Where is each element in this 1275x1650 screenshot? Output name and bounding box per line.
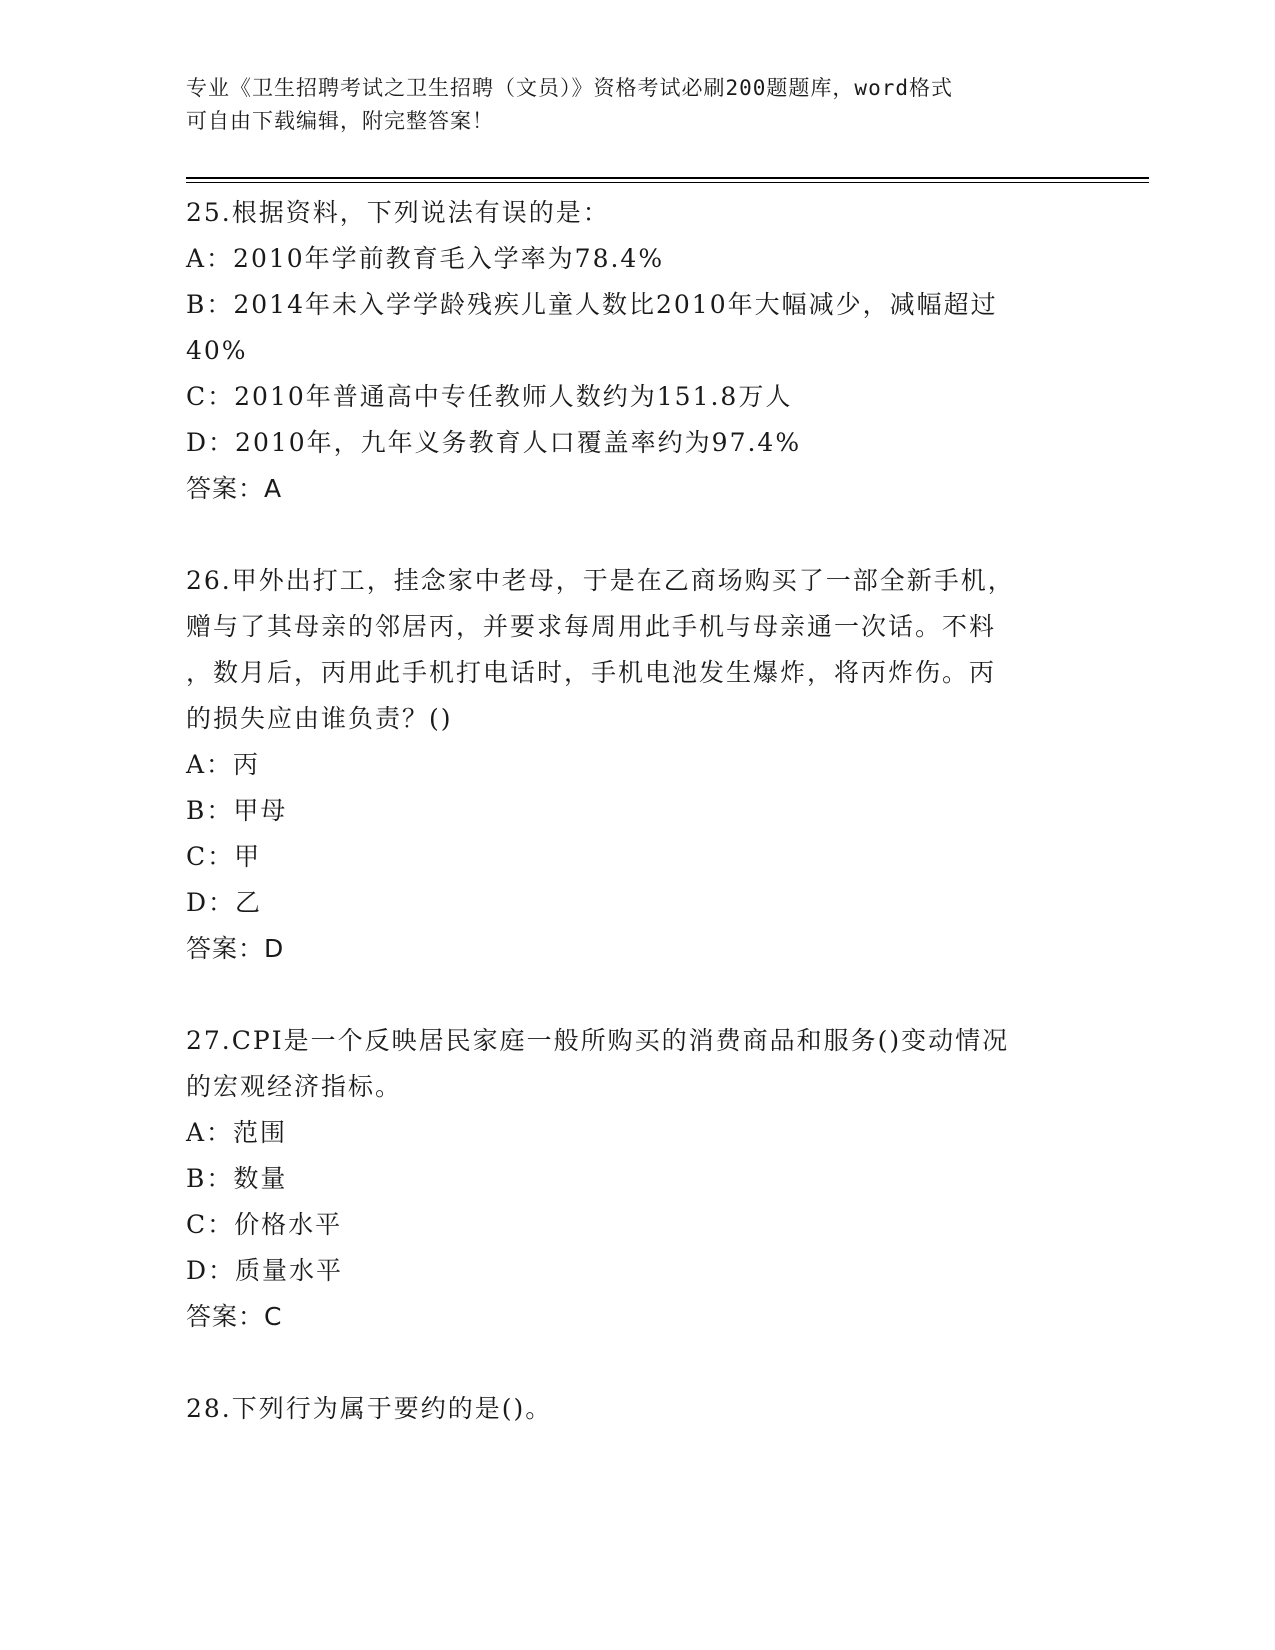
header-divider-thick xyxy=(186,177,1149,179)
answer-label: 答案：C xyxy=(186,1302,283,1331)
option-d: D：乙 xyxy=(186,888,263,917)
question-stem: 28.下列行为属于要约的是()。 xyxy=(186,1394,553,1423)
question-spacer xyxy=(186,972,1066,1018)
option-d: D：质量水平 xyxy=(186,1256,344,1285)
question-list xyxy=(186,190,1066,1432)
question-spacer xyxy=(186,512,1066,558)
option-c: C：2010年普通高中专任教师人数约为151.8万人 xyxy=(186,382,793,411)
question-stem: 赠与了其母亲的邻居丙，并要求每周用此手机与母亲通一次话。不料 xyxy=(186,612,997,641)
question-25 xyxy=(186,190,1066,512)
option-b-continued: 40% xyxy=(186,336,248,365)
question-stem: 25.根据资料，下列说法有误的是： xyxy=(186,198,610,227)
question-stem: 的宏观经济指标。 xyxy=(186,1072,403,1101)
question-stem: 的损失应由谁负责？() xyxy=(186,704,453,733)
option-a: A：2010年学前教育毛入学率为78.4% xyxy=(186,244,665,273)
question-27 xyxy=(186,1018,1066,1340)
header-line-1: 专业《卫生招聘考试之卫生招聘（文员）》资格考试必刷200题题库，word格式 xyxy=(186,76,953,100)
option-b: B：数量 xyxy=(186,1164,288,1193)
question-spacer xyxy=(186,1340,1066,1386)
question-28 xyxy=(186,1386,1066,1432)
option-b: B：2014年未入学学龄残疾儿童人数比2010年大幅减少，减幅超过 xyxy=(186,290,998,319)
option-c: C：价格水平 xyxy=(186,1210,343,1239)
header-divider-thin xyxy=(186,182,1149,183)
answer-label: 答案：D xyxy=(186,934,285,963)
option-c: C：甲 xyxy=(186,842,262,871)
question-26 xyxy=(186,558,1066,972)
header-line-2: 可自由下载编辑，附完整答案！ xyxy=(186,109,494,133)
answer-label: 答案：A xyxy=(186,474,283,503)
question-stem: 27.CPI是一个反映居民家庭一般所购买的消费商品和服务()变动情况 xyxy=(186,1026,1010,1055)
option-a: A：范围 xyxy=(186,1118,288,1147)
option-b: B：甲母 xyxy=(186,796,288,825)
question-stem: ，数月后，丙用此手机打电话时，手机电池发生爆炸，将丙炸伤。丙 xyxy=(186,658,997,687)
option-d: D：2010年，九年义务教育人口覆盖率约为97.4% xyxy=(186,428,802,457)
question-stem: 26.甲外出打工，挂念家中老母，于是在乙商场购买了一部全新手机， xyxy=(186,566,1015,595)
option-a: A：丙 xyxy=(186,750,261,779)
page-header xyxy=(186,72,1066,138)
